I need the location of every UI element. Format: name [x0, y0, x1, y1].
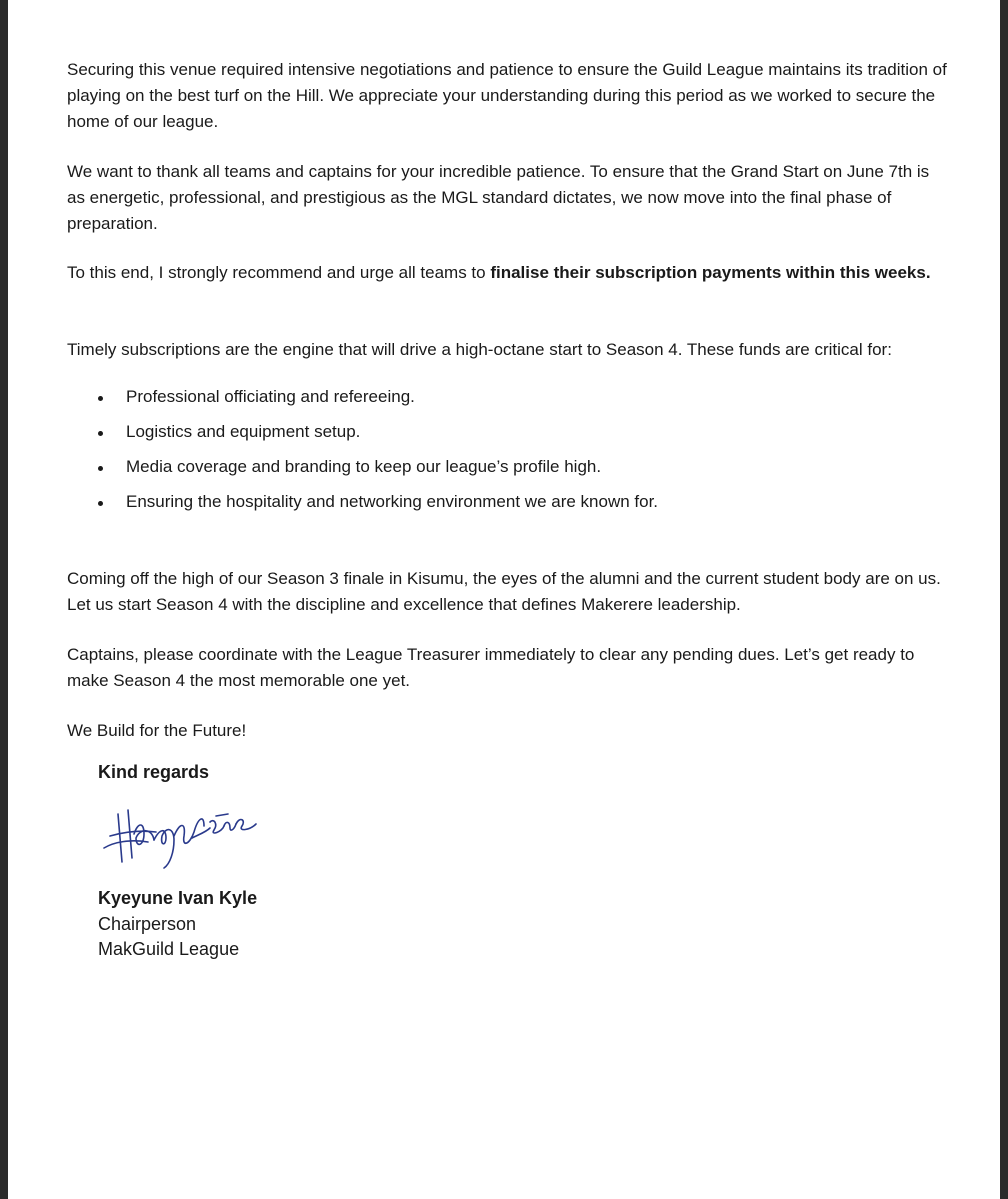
bullet-dot: [98, 431, 103, 436]
bullet-dot: [98, 501, 103, 506]
urge-bold-text: finalise their subscription payments within this weeks.: [490, 263, 931, 282]
list-item-text: Professional officiating and refereeing.: [126, 387, 415, 406]
bullet-dot: [98, 466, 103, 471]
signatory-organization: MakGuild League: [98, 939, 240, 959]
list-item-text: Media coverage and branding to keep our league’s profile high.: [126, 457, 602, 476]
paragraph-season-finale: Coming off the high of our Season 3 finale in Kisumu, the eyes of the alumni and the current student body are on us. Let us start Season 4 with the discipline and excellence that defines Makerere leadership.: [67, 569, 941, 614]
paragraph-subscription-urge: [67, 260, 947, 286]
list-item: [67, 454, 947, 489]
signature-image: [100, 792, 270, 872]
list-item-text: Ensuring the hospitality and networking environment we are known for.: [126, 492, 659, 511]
list-item-text: Logistics and equipment setup.: [126, 422, 361, 441]
list-item: [67, 384, 947, 419]
funds-list: [67, 384, 947, 524]
closing-salutation: Kind regards: [98, 762, 210, 782]
list-item: [67, 489, 947, 524]
signatory-title: Chairperson: [98, 914, 197, 934]
letter-page: [8, 0, 1000, 1199]
paragraph-captains: Captains, please coordinate with the League Treasurer immediately to clear any pending dues. Let’s get ready to make Season 4 the most memorable one yet.: [67, 645, 915, 690]
urge-lead-text: To this end, I strongly recommend and urge all teams to: [67, 263, 491, 282]
list-item: [67, 419, 947, 454]
paragraph-thanks: We want to thank all teams and captains for your incredible patience. To ensure that the Grand Start on June 7th is as energetic, professional, and prestigious as the MGL standard dictates, we now move into the final phase of preparation.: [67, 162, 930, 233]
signatory-name: Kyeyune Ivan Kyle: [98, 888, 258, 908]
bullet-dot: [98, 396, 103, 401]
paragraph-timely-subscriptions: Timely subscriptions are the engine that will drive a high-octane start to Season 4. These funds are critical for:: [67, 340, 892, 359]
motto: We Build for the Future!: [67, 721, 247, 740]
paragraph-venue: Securing this venue required intensive negotiations and patience to ensure the Guild League maintains its tradition of playing on the best turf on the Hill. We appreciate your understanding during this period as we worked to secure the home of our league.: [67, 60, 947, 131]
